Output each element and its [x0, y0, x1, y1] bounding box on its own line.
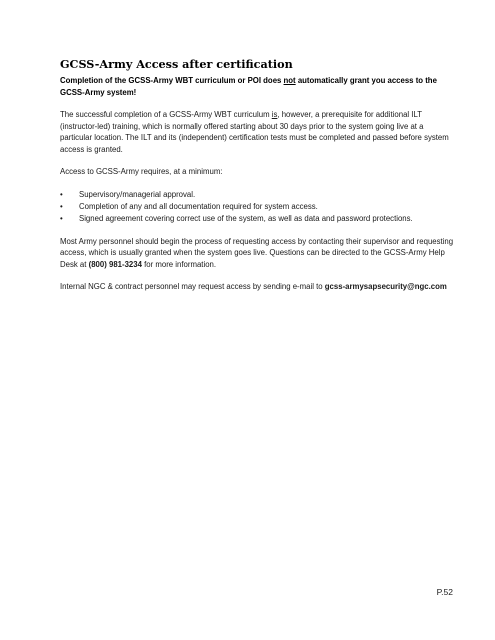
paragraph-requirements-intro: Access to GCSS-Army requires, at a minimum: — [60, 167, 223, 176]
list-item — [60, 213, 455, 225]
lead-warning — [60, 75, 455, 98]
list-item-text: Completion of any and all documentation required for system access. — [79, 201, 318, 211]
para1-emphasis: is — [271, 110, 278, 119]
lead-text-2: automatically grant you access to the GCSS-Army system! — [60, 76, 437, 97]
bullet-icon: • — [60, 189, 63, 199]
paragraph-prerequisite — [60, 109, 455, 155]
access-email: gcss-armysapsecurity@ngc.com — [324, 282, 447, 291]
para1-text-2: , however, a prerequisite for additional ILT (instructor-led) training, which is normally offered starting about 30 days prior to the system going live at a particular location. The ILT and its (independent) certification tests must be completed and passed before system access is granted. — [60, 110, 449, 154]
document-content — [60, 57, 455, 304]
help-desk-phone: (800) 981-3234 — [88, 259, 142, 269]
section-title: GCSS-Army Access after certification — [60, 57, 293, 71]
para4-text-1: Internal NGC & contract personnel may request access by sending e-mail to — [60, 282, 325, 291]
page-number: P.52 — [436, 587, 453, 597]
bullet-icon: • — [60, 201, 63, 211]
requirements-list — [60, 189, 455, 225]
bullet-icon: • — [60, 213, 63, 223]
para1-text-1: The successful completion of a GCSS-Army WBT curriculum — [60, 110, 272, 119]
para3-text-2: for more information. — [141, 259, 217, 269]
paragraph-internal-access — [60, 281, 455, 293]
lead-emphasis: not — [283, 76, 296, 85]
lead-text-1: Completion of the GCSS-Army WBT curriculum or POI does — [60, 76, 284, 85]
para3-text-1: Most Army personnel should begin the process of requesting access by contacting their supervisor and requesting access, which is usually granted when the system goes live. Questions can be directed to the GCSS-Army Help Desk at — [60, 236, 454, 269]
list-item — [60, 189, 455, 201]
paragraph-help-desk — [60, 236, 455, 271]
list-item — [60, 201, 455, 213]
list-item-text: Supervisory/managerial approval. — [79, 189, 196, 199]
list-item-text: Signed agreement covering correct use of the system, as well as data and password protections. — [79, 213, 413, 223]
